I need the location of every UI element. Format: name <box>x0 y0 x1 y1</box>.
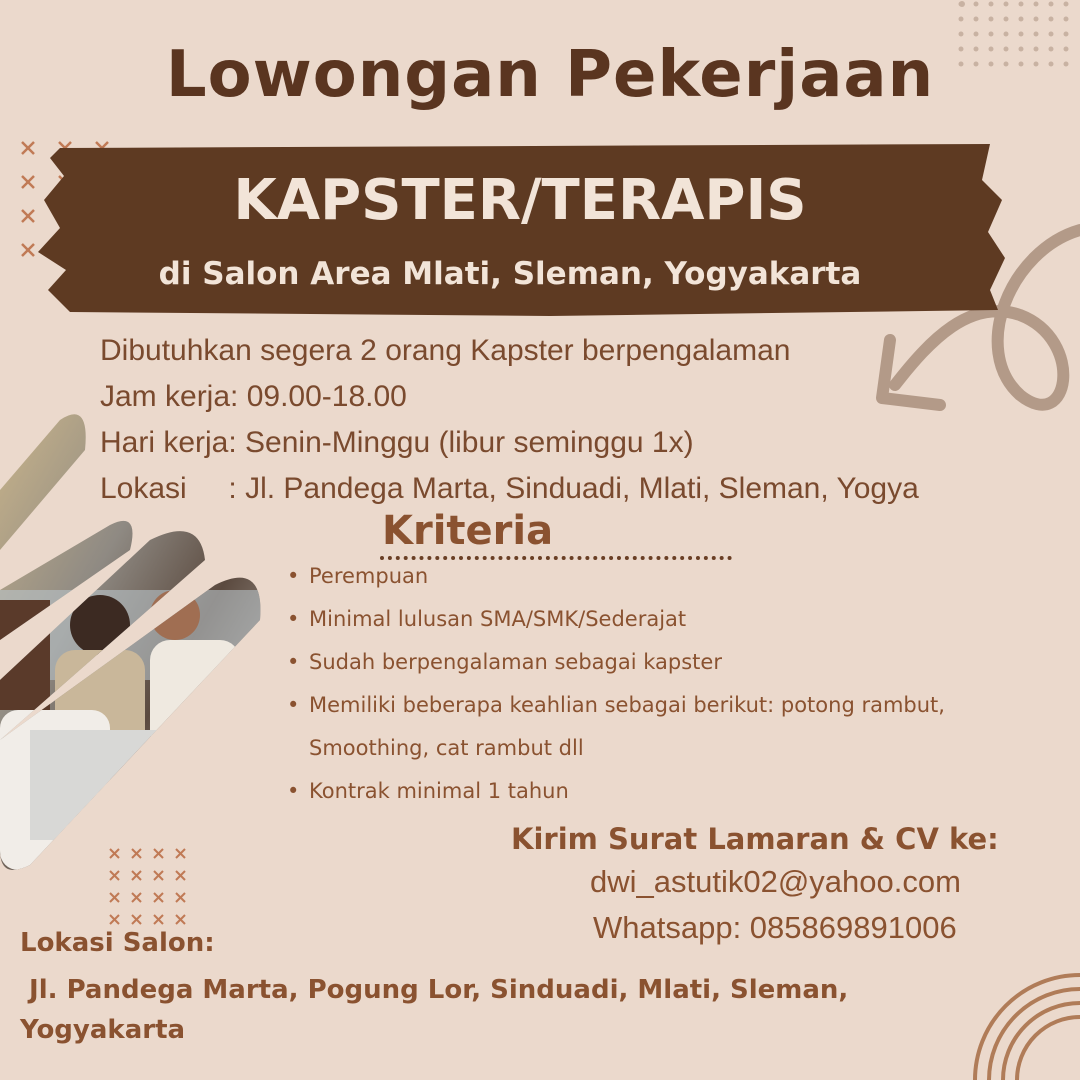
list-item-text: Kontrak minimal 1 tahun <box>309 779 569 803</box>
info-line: Dibutuhkan segera 2 orang Kapster berpengalaman <box>100 334 791 367</box>
info-line: Lokasi : Jl. Pandega Marta, Sinduadi, Mlati, Sleman, Yogya <box>100 472 919 505</box>
info-line: Hari kerja: Senin-Minggu (libur seminggu 1x) <box>100 426 694 459</box>
salon-address-line: Yogyakarta <box>20 1015 186 1045</box>
list-item: • Sudah berpengalaman sebagai kapster <box>287 650 722 674</box>
list-item: • Minimal lulusan SMA/SMK/Sederajat <box>287 607 687 631</box>
contact-email: dwi_astutik02@yahoo.com <box>590 864 961 899</box>
info-line: Jam kerja: 09.00-18.00 <box>100 380 407 413</box>
contact-whatsapp: Whatsapp: 085869891006 <box>593 910 957 945</box>
list-item-text: Minimal lulusan SMA/SMK/Sederajat <box>309 607 687 631</box>
salon-location-heading: Lokasi Salon: <box>20 928 215 958</box>
salon-address <box>20 970 940 1050</box>
list-item: • Memiliki beberapa keahlian sebagai berikut: potong rambut, <box>287 693 945 717</box>
list-item-text: Memiliki beberapa keahlian sebagai berikut: potong rambut, <box>309 693 945 717</box>
salon-address-line: Jl. Pandega Marta, Pogung Lor, Sinduadi, Mlati, Sleman, <box>20 975 849 1005</box>
list-item-continuation: Smoothing, cat rambut dll <box>309 736 584 760</box>
list-item-text: Perempuan <box>309 564 429 588</box>
list-item: • Kontrak minimal 1 tahun <box>287 779 569 803</box>
kriteria-list <box>285 560 945 818</box>
concentric-arcs-icon <box>965 965 1080 1080</box>
list-item: • Perempuan <box>287 564 429 588</box>
job-position: KAPSTER/TERAPIS <box>233 168 807 233</box>
contact-heading: Kirim Surat Lamaran & CV ke: <box>511 822 999 856</box>
kriteria-heading: Kriteria <box>382 508 554 554</box>
list-item-text: Sudah berpengalaman sebagai kapster <box>309 650 722 674</box>
page-title: Lowongan Pekerjaan <box>165 38 935 112</box>
job-location: di Salon Area Mlati, Sleman, Yogyakarta <box>158 256 862 292</box>
